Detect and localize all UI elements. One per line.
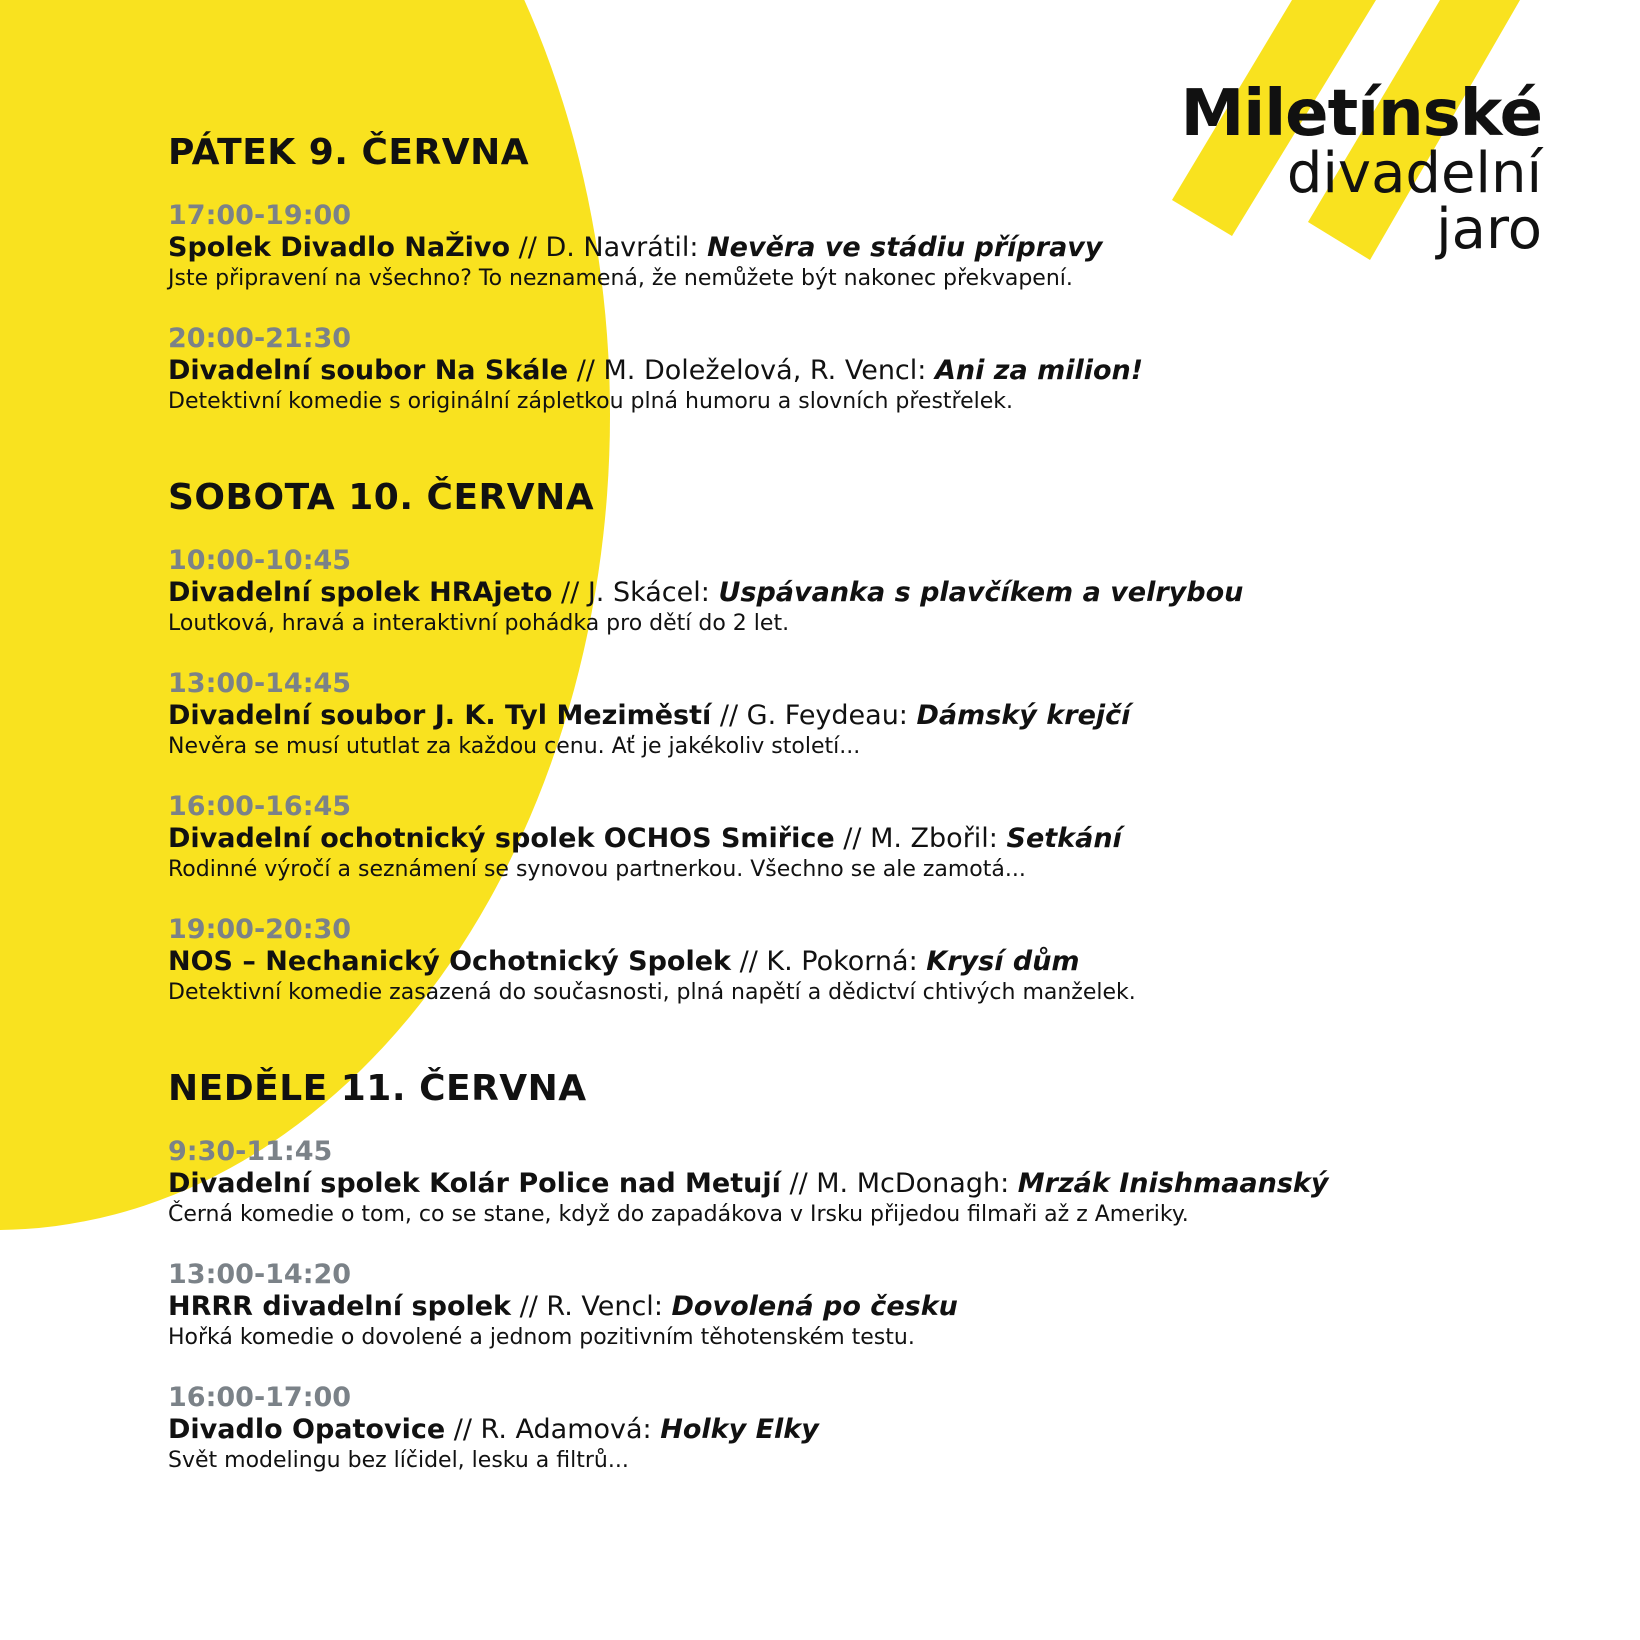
event-play: Dovolená po česku	[671, 1291, 958, 1322]
event-troupe: Divadelní soubor J. K. Tyl Meziměstí	[168, 700, 712, 731]
day-title: SOBOTA 10. ČERVNA	[168, 477, 595, 518]
event-author: M. Zbořil:	[870, 823, 998, 854]
day-title: PÁTEK 9. ČERVNA	[168, 132, 530, 173]
event-troupe: Divadelní spolek HRAjeto	[168, 577, 553, 608]
event-troupe: Divadelní spolek Kolár Police nad Metují	[168, 1168, 781, 1199]
event-author: J. Skácel:	[587, 577, 710, 608]
event-description: Černá komedie o tom, co se stane, když do zapadákova v Irsku přijedou filmaři až z Ameriky.	[168, 1202, 1189, 1227]
event	[168, 1383, 1468, 1476]
event-description: Nevěra se musí ututlat za každou cenu. Ať je jakékoliv století...	[168, 734, 861, 759]
event-author: R. Adamová:	[480, 1414, 652, 1445]
event-time: 10:00-10:45	[168, 545, 352, 576]
event-description: Jste připravení na všechno? To neznamená, že nemůžete být nakonec překvapení.	[168, 266, 1073, 291]
day-sunday	[168, 1068, 1468, 1476]
event-troupe: Spolek Divadlo NaŽivo	[168, 232, 511, 263]
event-headline	[168, 231, 1468, 264]
event-time: 19:00-20:30	[168, 914, 352, 945]
event-description: Detektivní komedie zasazená do současnosti, plná napětí a dědictví chtivých manželek.	[168, 980, 1136, 1005]
event	[168, 1260, 1468, 1353]
day-friday	[168, 132, 1468, 417]
event-play: Uspávanka s plavčíkem a velrybou	[718, 577, 1244, 608]
event-play: Ani za milion!	[934, 355, 1144, 386]
event	[168, 546, 1468, 639]
event-troupe: NOS – Nechanický Ochotnický Spolek	[168, 946, 732, 977]
separator: //	[519, 1291, 538, 1322]
event	[168, 915, 1468, 1008]
event-play: Dámský krejčí	[916, 700, 1131, 731]
event-description: Detektivní komedie s originální zápletkou plná humoru a slovních přestřelek.	[168, 389, 1014, 414]
separator: //	[576, 355, 595, 386]
event-headline	[168, 1413, 1468, 1446]
festival-program	[168, 132, 1468, 1536]
separator: //	[518, 232, 537, 263]
event-time: 17:00-19:00	[168, 200, 352, 231]
event-headline	[168, 699, 1468, 732]
event-play: Mrzák Inishmaanský	[1017, 1168, 1329, 1199]
event-play: Holky Elky	[660, 1414, 819, 1445]
event-troupe: HRRR divadelní spolek	[168, 1291, 512, 1322]
event-description: Svět modelingu bez líčidel, lesku a filtrů...	[168, 1448, 629, 1473]
event-author: M. McDonagh:	[816, 1168, 1010, 1199]
event-play: Nevěra ve stádiu přípravy	[707, 232, 1103, 263]
separator: //	[843, 823, 862, 854]
logo-line-3: jaro	[1436, 197, 1542, 262]
event-headline	[168, 945, 1468, 978]
event-headline	[168, 576, 1468, 609]
event-time: 9:30-11:45	[168, 1136, 333, 1167]
separator: //	[739, 946, 758, 977]
event	[168, 324, 1468, 417]
event-author: G. Feydeau:	[746, 700, 908, 731]
event	[168, 201, 1468, 294]
logo-line-2: divadelní	[1286, 141, 1542, 206]
day-saturday	[168, 477, 1468, 1008]
event-time: 13:00-14:20	[168, 1259, 352, 1290]
event-time: 20:00-21:30	[168, 323, 352, 354]
event-troupe: Divadelní ochotnický spolek OCHOS Smiřice	[168, 823, 835, 854]
event-headline	[168, 1167, 1468, 1200]
event-headline	[168, 1290, 1468, 1323]
event	[168, 1137, 1468, 1230]
event-headline	[168, 822, 1468, 855]
separator: //	[719, 700, 739, 731]
event-author: K. Pokorná:	[766, 946, 918, 977]
event-time: 16:00-16:45	[168, 791, 352, 822]
event-description: Rodinné výročí a seznámení se synovou partnerkou. Všechno se ale zamotá...	[168, 857, 1026, 882]
event	[168, 669, 1468, 762]
event-author: R. Vencl:	[546, 1291, 663, 1322]
event-description: Hořká komedie o dovolené a jednom pozitivním těhotenském testu.	[168, 1325, 915, 1350]
event-troupe: Divadlo Opatovice	[168, 1414, 446, 1445]
event	[168, 792, 1468, 885]
event-troupe: Divadelní soubor Na Skále	[168, 355, 569, 386]
event-author: M. Doleželová, R. Vencl:	[603, 355, 927, 386]
separator: //	[789, 1168, 808, 1199]
event-play: Setkání	[1006, 823, 1122, 854]
event-time: 16:00-17:00	[168, 1382, 352, 1413]
event-description: Loutková, hravá a interaktivní pohádka pro dětí do 2 let.	[168, 611, 790, 636]
event-headline	[168, 354, 1468, 387]
day-title: NEDĚLE 11. ČERVNA	[168, 1068, 587, 1109]
separator: //	[453, 1414, 472, 1445]
event-time: 13:00-14:45	[168, 668, 352, 699]
event-author: D. Navrátil:	[545, 232, 699, 263]
logo-line-1: Miletínské	[1180, 77, 1542, 151]
event-play: Krysí dům	[926, 946, 1080, 977]
separator: //	[561, 577, 580, 608]
